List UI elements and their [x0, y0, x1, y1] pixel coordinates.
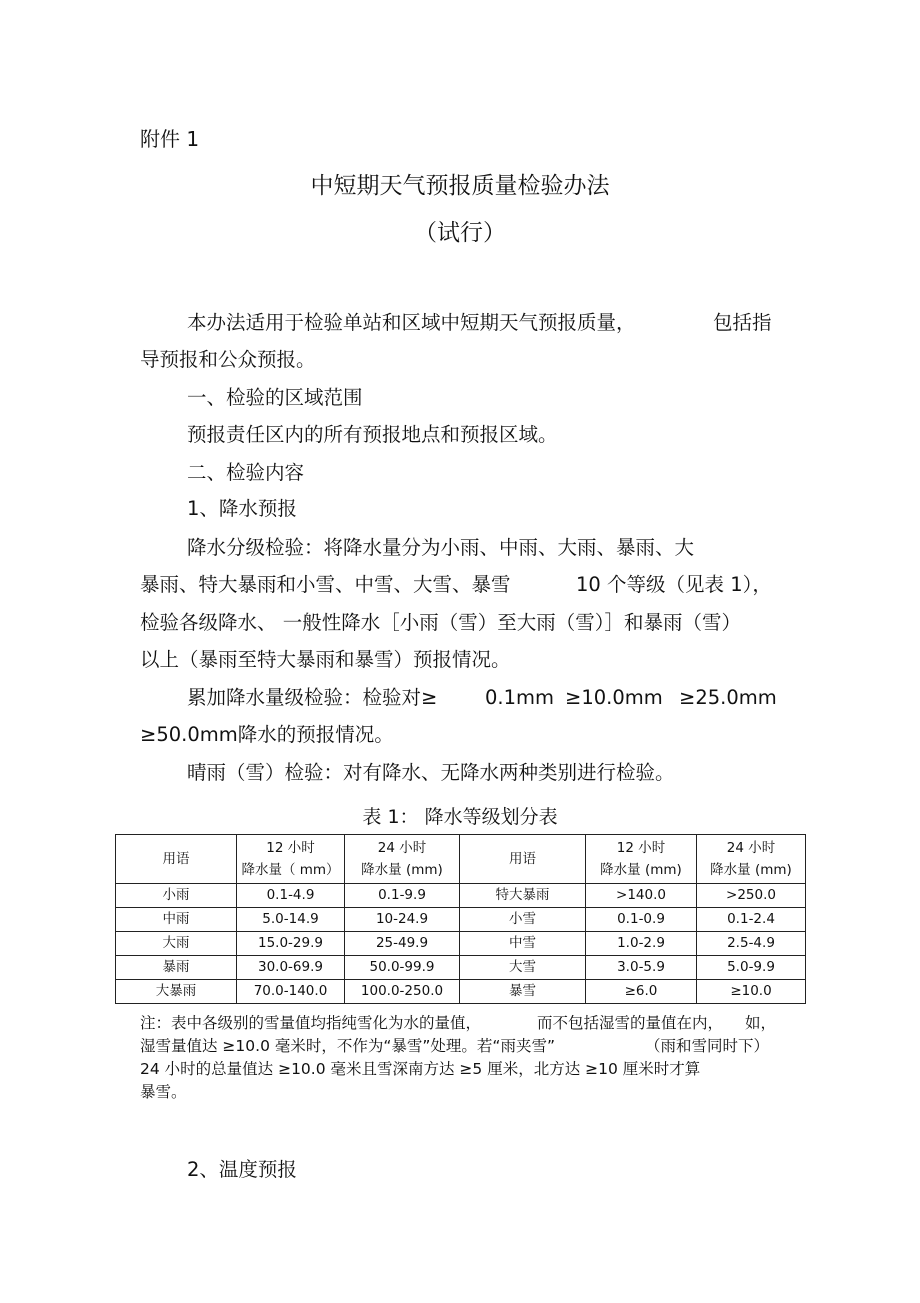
table-cell: 小雨 — [116, 884, 237, 908]
table-note-line: （雨和雪同时下） — [645, 1037, 770, 1055]
header-term: 用语 — [116, 835, 237, 884]
table-cell: 0.1-0.9 — [586, 908, 697, 932]
table-caption: 表 1： 降水等级划分表 — [362, 806, 558, 828]
body-paragraph-line: 检验各级降水、 一般性降水［小雨（雪）至大雨（雪）］和暴雨（雪） — [140, 611, 741, 634]
threshold-value: 0.1mm — [485, 686, 555, 709]
table-note-line: 湿雪量值达 ≥10.0 毫米时，不作为“暴雪”处理。若“雨夹雪” — [140, 1037, 555, 1055]
table-row — [116, 980, 806, 1004]
table-cell: >250.0 — [697, 884, 806, 908]
table-cell: 0.1-2.4 — [697, 908, 806, 932]
section-heading: 一、检验的区域范围 — [187, 386, 363, 409]
header-12h: 12 小时 降水量（ mm） — [237, 835, 345, 884]
body-paragraph-line: 导预报和公众预报。 — [140, 348, 316, 371]
header-24h: 24 小时 降水量 (mm) — [345, 835, 460, 884]
table-cell: 15.0-29.9 — [237, 932, 345, 956]
table-cell: 大暴雨 — [116, 980, 237, 1004]
table-row — [116, 908, 806, 932]
table-cell: 0.1-9.9 — [345, 884, 460, 908]
table-cell: 50.0-99.9 — [345, 956, 460, 980]
table-cell: 2.5-4.9 — [697, 932, 806, 956]
body-paragraph-line: ≥50.0mm降水的预报情况。 — [140, 723, 394, 746]
table-note-line: 而不包括湿雪的量值在内， — [537, 1014, 724, 1032]
table-cell: 3.0-5.9 — [586, 956, 697, 980]
body-paragraph-line: 10 个等级（见表 1）， — [576, 573, 772, 596]
section-heading: 二、检验内容 — [187, 461, 305, 484]
table-cell: 30.0-69.9 — [237, 956, 345, 980]
table-cell: 100.0-250.0 — [345, 980, 460, 1004]
precipitation-grade-table — [115, 834, 806, 1004]
threshold-value: ≥25.0mm — [679, 686, 777, 709]
table-cell: 特大暴雨 — [460, 884, 586, 908]
table-cell: 小雪 — [460, 908, 586, 932]
header-12h: 12 小时 降水量 (mm) — [586, 835, 697, 884]
table-cell: ≥10.0 — [697, 980, 806, 1004]
table-header-row — [116, 835, 806, 884]
table-cell: 中雨 — [116, 908, 237, 932]
table-cell: 5.0-14.9 — [237, 908, 345, 932]
table-note-line: 24 小时的总量值达 ≥10.0 毫米且雪深南方达 ≥5 厘米，北方达 ≥10 厘米时才算 — [140, 1060, 701, 1078]
table-row — [116, 956, 806, 980]
body-paragraph-line: 本办法适用于检验单站和区域中短期天气预报质量， — [187, 311, 636, 334]
table-cell: 大雪 — [460, 956, 586, 980]
document-title: 中短期天气预报质量检验办法 — [310, 173, 610, 199]
table-cell: 70.0-140.0 — [237, 980, 345, 1004]
body-paragraph-line: 降水分级检验：将降水量分为小雨、中雨、大雨、暴雨、大 — [187, 536, 695, 559]
table-cell: >140.0 — [586, 884, 697, 908]
table-note-line: 注：表中各级别的雪量值均指纯雪化为水的量值， — [140, 1014, 482, 1032]
table-note-line: 暴雪。 — [140, 1083, 187, 1101]
header-term: 用语 — [460, 835, 586, 884]
table-cell: 0.1-4.9 — [237, 884, 345, 908]
subsection-heading: 2、温度预报 — [187, 1158, 297, 1181]
body-paragraph-line: 包括指 — [713, 311, 772, 334]
document-subtitle: （试行） — [414, 220, 506, 246]
table-cell: 暴雨 — [116, 956, 237, 980]
table-cell: 25-49.9 — [345, 932, 460, 956]
header-24h: 24 小时 降水量 (mm) — [697, 835, 806, 884]
body-paragraph-line: 以上（暴雨至特大暴雨和暴雪）预报情况。 — [140, 648, 511, 671]
threshold-value: ≥10.0mm — [565, 686, 663, 709]
body-paragraph-line: 晴雨（雪）检验：对有降水、无降水两种类别进行检验。 — [187, 761, 675, 784]
table-row — [116, 932, 806, 956]
body-paragraph-line: 累加降水量级检验：检验对≥ — [187, 686, 438, 709]
table-note-line: 如， — [745, 1014, 777, 1032]
table-cell: 10-24.9 — [345, 908, 460, 932]
table-cell: 大雨 — [116, 932, 237, 956]
table-cell: 5.0-9.9 — [697, 956, 806, 980]
body-paragraph-line: 暴雨、特大暴雨和小雪、中雪、大雪、暴雪 — [140, 573, 511, 596]
annex-label: 附件 1 — [140, 127, 200, 151]
body-paragraph-line: 预报责任区内的所有预报地点和预报区域。 — [187, 423, 558, 446]
subsection-heading: 1、降水预报 — [187, 497, 297, 520]
table-cell: ≥6.0 — [586, 980, 697, 1004]
table-cell: 1.0-2.9 — [586, 932, 697, 956]
table-cell: 中雪 — [460, 932, 586, 956]
table-cell: 暴雪 — [460, 980, 586, 1004]
table-row — [116, 884, 806, 908]
